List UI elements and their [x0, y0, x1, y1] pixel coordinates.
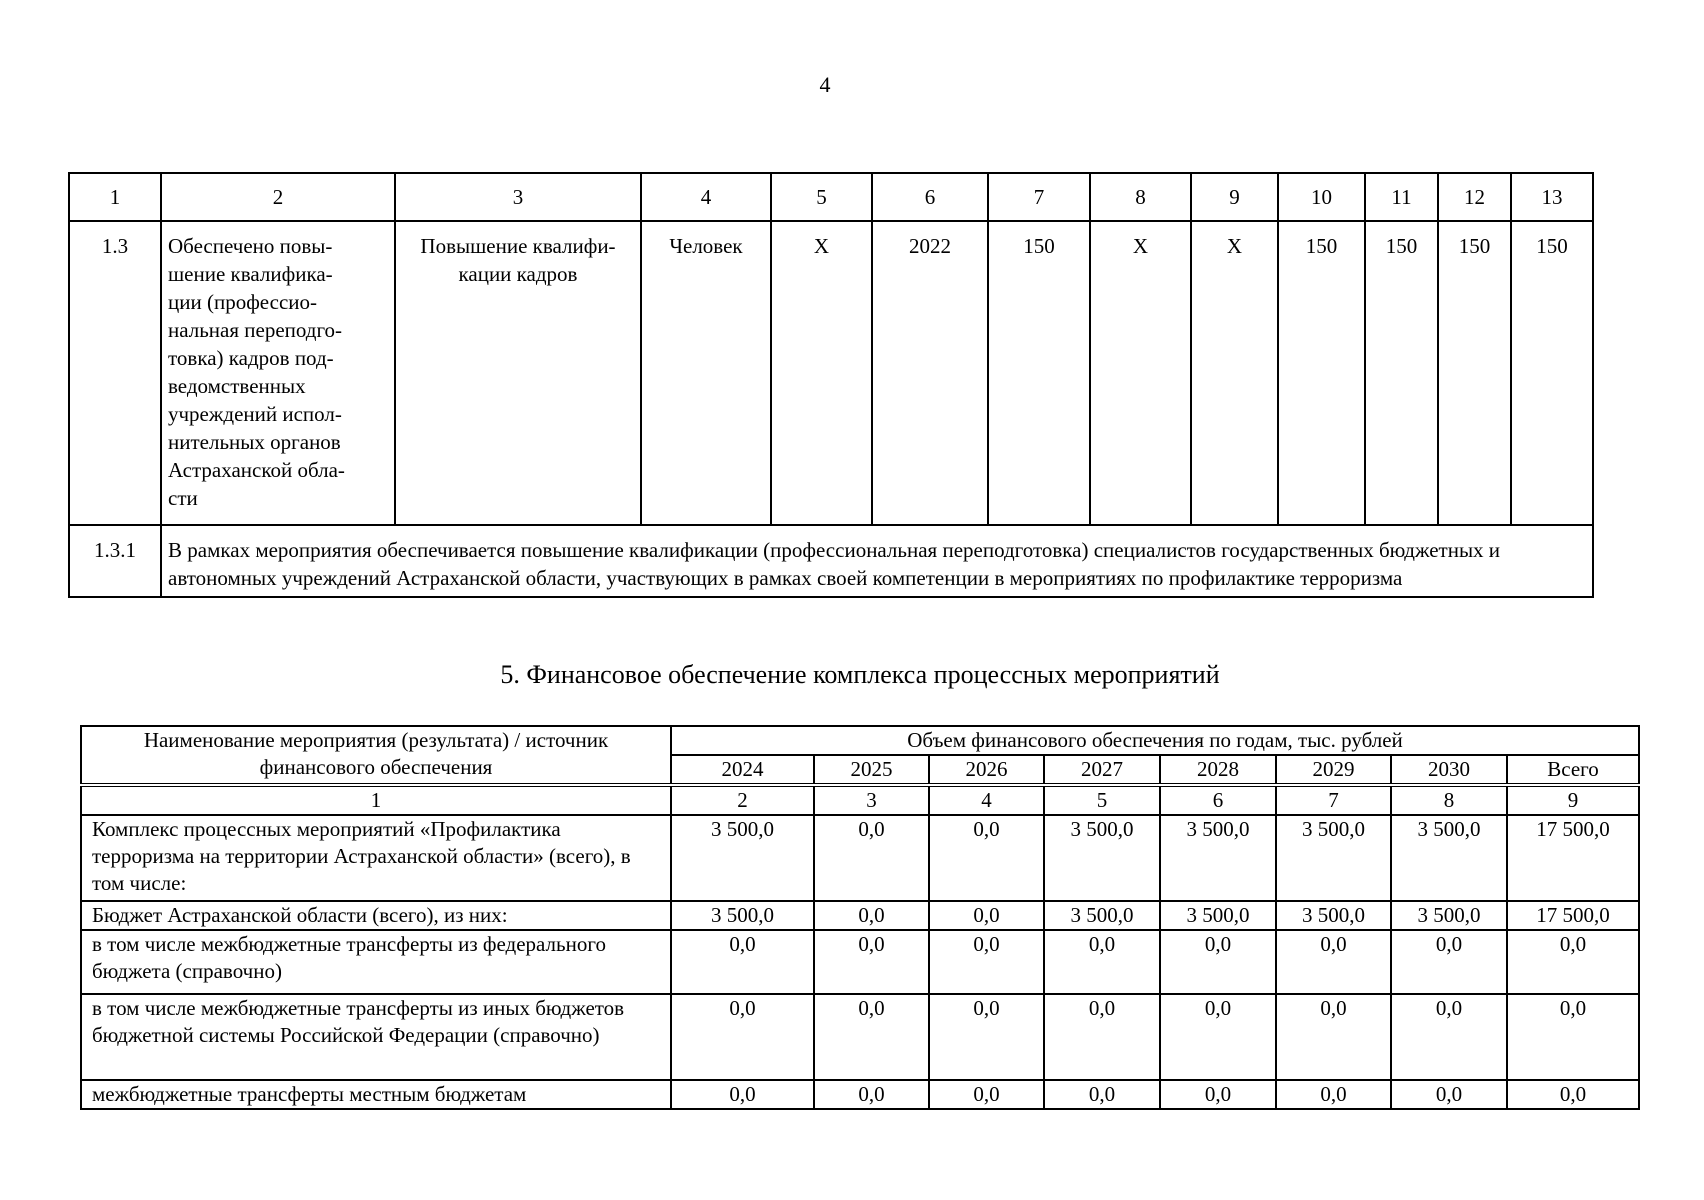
finance-col-number: 4: [929, 785, 1044, 815]
name-line: товка) кадров под-: [168, 346, 334, 370]
indicator-cell: 150: [1365, 221, 1438, 525]
finance-value: 0,0: [814, 815, 929, 901]
indicator-col-number: 11: [1365, 173, 1438, 221]
finance-col-number: 7: [1276, 785, 1391, 815]
finance-value: 0,0: [814, 901, 929, 930]
finance-value: 3 500,0: [671, 815, 814, 901]
finance-value: 3 500,0: [1160, 901, 1276, 930]
indicator-table: [68, 172, 1594, 598]
indicator-cell: 150: [1438, 221, 1511, 525]
indicator-result-name: [161, 221, 395, 525]
finance-value: 3 500,0: [671, 901, 814, 930]
name-line: Обеспечено повы-: [168, 234, 333, 258]
finance-header-row: [81, 726, 1639, 755]
finance-value: 3 500,0: [1391, 815, 1507, 901]
finance-value: 3 500,0: [1044, 901, 1160, 930]
indicator-line: Повышение квалифи-: [420, 234, 616, 258]
name-line: учреждений испол-: [168, 402, 342, 426]
year-header: 2030: [1391, 755, 1507, 785]
finance-value: 0,0: [1276, 994, 1391, 1080]
indicator-header-row: [69, 173, 1593, 221]
finance-column-numbers-row: [81, 785, 1639, 815]
page-number: 4: [819, 72, 831, 97]
year-header: 2028: [1160, 755, 1276, 785]
indicator-col-number: 2: [161, 173, 395, 221]
name-line: сти: [168, 486, 198, 510]
finance-col-number: 3: [814, 785, 929, 815]
finance-name-header: Наименование мероприятия (результата) / источник финансового обеспечения: [81, 726, 671, 785]
indicator-col-number: 3: [395, 173, 641, 221]
finance-value: 0,0: [929, 1080, 1044, 1109]
finance-table: [80, 725, 1640, 1110]
indicator-line: кации кадров: [458, 262, 578, 286]
finance-value: 0,0: [814, 1080, 929, 1109]
total-header: Всего: [1507, 755, 1639, 785]
note-text: В рамках мероприятия обеспечивается повышение квалификации (профессиональная переподготовка) специалистов государственных бюджетных и автономных учреждений Астраханской области, участвующих в рамках своей компетенции в мероприятиях по профилактике терроризма: [161, 525, 1593, 597]
indicator-col-number: 1: [69, 173, 161, 221]
indicator-col-number: 9: [1191, 173, 1278, 221]
finance-value: 0,0: [929, 901, 1044, 930]
indicator-number: 1.3: [69, 221, 161, 525]
indicator-note-row: [69, 525, 1593, 597]
indicator-col-number: 12: [1438, 173, 1511, 221]
finance-total: 17 500,0: [1507, 815, 1639, 901]
indicator-row: [69, 221, 1593, 525]
indicator-type: [395, 221, 641, 525]
finance-row-name: Бюджет Астраханской области (всего), из них:: [81, 901, 671, 930]
finance-row-name: межбюджетные трансферты местным бюджетам: [81, 1080, 671, 1109]
indicator-base-year: 2022: [872, 221, 988, 525]
finance-col-number: 5: [1044, 785, 1160, 815]
year-header: 2027: [1044, 755, 1160, 785]
finance-row-name: в том числе межбюджетные трансферты из федерального бюджета (справочно): [81, 930, 671, 994]
indicator-cell: 150: [1278, 221, 1365, 525]
indicator-col-number: 7: [988, 173, 1090, 221]
finance-value: 0,0: [929, 930, 1044, 994]
finance-col-number: 1: [81, 785, 671, 815]
finance-value: 0,0: [1160, 994, 1276, 1080]
indicator-col-number: 8: [1090, 173, 1191, 221]
finance-value: 0,0: [1276, 930, 1391, 994]
finance-value: 0,0: [1044, 1080, 1160, 1109]
indicator-cell: Х: [1191, 221, 1278, 525]
year-header: 2024: [671, 755, 814, 785]
finance-col-number: 2: [671, 785, 814, 815]
finance-total: 0,0: [1507, 1080, 1639, 1109]
indicator-cell: Х: [1090, 221, 1191, 525]
finance-value: 0,0: [929, 815, 1044, 901]
finance-row: [81, 930, 1639, 994]
indicator-cell: Х: [771, 221, 872, 525]
finance-value: 0,0: [1391, 930, 1507, 994]
finance-total: 0,0: [1507, 930, 1639, 994]
year-header: 2029: [1276, 755, 1391, 785]
finance-col-number: 6: [1160, 785, 1276, 815]
finance-value: 0,0: [671, 1080, 814, 1109]
finance-value: 3 500,0: [1276, 815, 1391, 901]
name-line: Астраханской обла-: [168, 458, 345, 482]
indicator-col-number: 13: [1511, 173, 1593, 221]
indicator-cell: 150: [1511, 221, 1593, 525]
finance-row: [81, 815, 1639, 901]
indicator-col-number: 4: [641, 173, 771, 221]
indicator-unit: Человек: [641, 221, 771, 525]
finance-value: 3 500,0: [1391, 901, 1507, 930]
finance-value: 0,0: [1276, 1080, 1391, 1109]
finance-value: 0,0: [1044, 930, 1160, 994]
finance-value: 0,0: [671, 994, 814, 1080]
finance-row-name: в том числе межбюджетные трансферты из иных бюджетов бюджетной системы Российской Федерации (справочно): [81, 994, 671, 1080]
year-header: 2026: [929, 755, 1044, 785]
name-line: ведомственных: [168, 374, 306, 398]
indicator-col-number: 10: [1278, 173, 1365, 221]
finance-total: 17 500,0: [1507, 901, 1639, 930]
finance-value: 0,0: [671, 930, 814, 994]
indicator-col-number: 6: [872, 173, 988, 221]
finance-value: 0,0: [1391, 1080, 1507, 1109]
indicator-col-number: 5: [771, 173, 872, 221]
section-title: 5. Финансовое обеспечение комплекса процессных мероприятий: [500, 660, 1220, 689]
finance-value: 0,0: [1160, 1080, 1276, 1109]
year-header: 2025: [814, 755, 929, 785]
finance-row-name: Комплекс процессных мероприятий «Профилактика терроризма на территории Астраханской области» (всего), в том числе:: [81, 815, 671, 901]
indicator-cell: 150: [988, 221, 1090, 525]
finance-value: 3 500,0: [1044, 815, 1160, 901]
finance-value: 0,0: [814, 994, 929, 1080]
finance-value: 3 500,0: [1160, 815, 1276, 901]
finance-row: [81, 901, 1639, 930]
note-number: 1.3.1: [69, 525, 161, 597]
finance-total: 0,0: [1507, 994, 1639, 1080]
finance-row: [81, 994, 1639, 1080]
name-line: нальная переподго-: [168, 318, 343, 342]
finance-value: 3 500,0: [1276, 901, 1391, 930]
name-line: шение квалифика-: [168, 262, 333, 286]
name-line: ции (профессио-: [168, 290, 318, 314]
finance-value: 0,0: [1044, 994, 1160, 1080]
finance-row: [81, 1080, 1639, 1109]
finance-value: 0,0: [929, 994, 1044, 1080]
finance-col-number: 8: [1391, 785, 1507, 815]
name-line: нительных органов: [168, 430, 341, 454]
finance-volume-header: Объем финансового обеспечения по годам, тыс. рублей: [671, 726, 1639, 755]
finance-value: 0,0: [1391, 994, 1507, 1080]
finance-value: 0,0: [814, 930, 929, 994]
finance-value: 0,0: [1160, 930, 1276, 994]
finance-col-number: 9: [1507, 785, 1639, 815]
